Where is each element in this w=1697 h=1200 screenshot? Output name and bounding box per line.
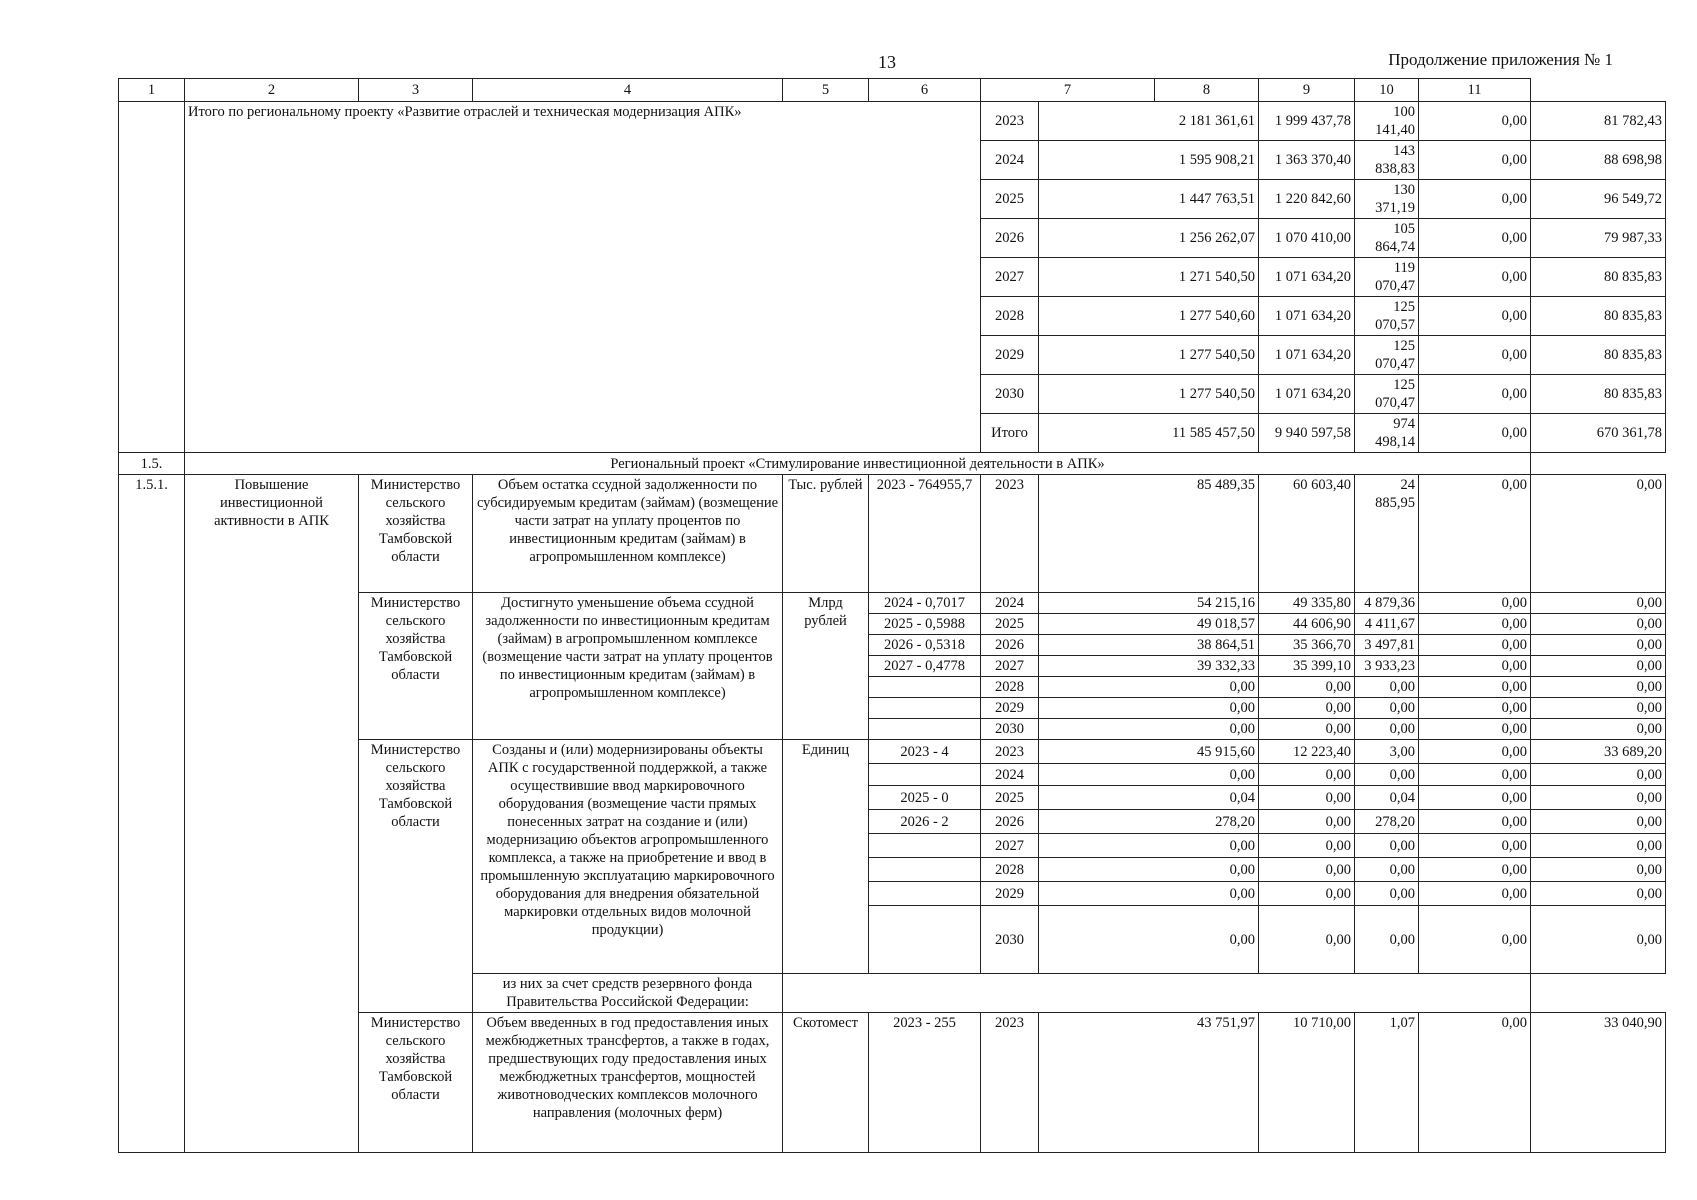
value-cell: 35 366,70 — [1259, 635, 1355, 656]
value-cell: 0,00 — [1039, 764, 1259, 786]
value-cell: 100 141,40 — [1355, 102, 1419, 141]
year-cell: 2029 — [981, 882, 1039, 906]
value-cell: 0,00 — [1355, 698, 1419, 719]
value-cell: 2 181 361,61 — [1039, 102, 1259, 141]
header-cell: 7 — [981, 79, 1155, 102]
value-cell: 0,00 — [1531, 882, 1666, 906]
value-cell: 81 782,43 — [1531, 102, 1666, 141]
ministry-cell: Министерство сельского хозяйства Тамбовской области — [359, 593, 473, 740]
year-cell: 2026 — [981, 635, 1039, 656]
value-cell: 0,00 — [1419, 414, 1531, 453]
value-cell: 49 018,57 — [1039, 614, 1259, 635]
section-number: 1.5. — [119, 453, 185, 475]
value-cell: 88 698,98 — [1531, 141, 1666, 180]
year-cell: 2024 — [981, 593, 1039, 614]
value-cell: 0,00 — [1355, 906, 1419, 974]
target-cell — [869, 834, 981, 858]
value-cell: 0,00 — [1039, 677, 1259, 698]
value-cell: 0,00 — [1419, 764, 1531, 786]
indicator-cell: Созданы и (или) модернизированы объекты АПК с государственной поддержкой, а также осуществившие ввод маркировочного оборудования (возмещение части прямых понесенных затрат на создание и (или) модернизацию объектов агропромышленного комплекса, а также на приобретение и ввод в промышленную эксплуатацию маркировочного оборудования для внедрения обязательной маркировки отдельных видов молочной продукции) — [473, 740, 783, 974]
year-cell: 2029 — [981, 698, 1039, 719]
year-cell: 2023 — [981, 740, 1039, 764]
target-cell — [869, 858, 981, 882]
year-cell: 2023 — [981, 102, 1039, 141]
value-cell: 0,00 — [1355, 677, 1419, 698]
unit-cell: Единиц — [783, 740, 869, 974]
year-cell: 2026 — [981, 219, 1039, 258]
value-cell: 38 864,51 — [1039, 635, 1259, 656]
value-cell: 35 399,10 — [1259, 656, 1355, 677]
value-cell: 10 710,00 — [1259, 1013, 1355, 1153]
value-cell: 11 585 457,50 — [1039, 414, 1259, 453]
value-cell: 0,00 — [1419, 336, 1531, 375]
value-cell: 0,00 — [1419, 219, 1531, 258]
value-cell: 0,00 — [1259, 677, 1355, 698]
target-cell — [869, 882, 981, 906]
value-cell: 0,00 — [1419, 180, 1531, 219]
value-cell: 0,00 — [1419, 1013, 1531, 1153]
header-cell: 4 — [473, 79, 783, 102]
value-cell: 0,00 — [1259, 786, 1355, 810]
value-cell: 0,00 — [1531, 614, 1666, 635]
year-cell: 2028 — [981, 677, 1039, 698]
year-cell: 2030 — [981, 906, 1039, 974]
value-cell: 0,00 — [1531, 677, 1666, 698]
value-cell: 33 689,20 — [1531, 740, 1666, 764]
blank-cell — [783, 974, 1531, 1013]
value-cell: 0,00 — [1419, 677, 1531, 698]
value-cell: 4 879,36 — [1355, 593, 1419, 614]
year-cell: 2028 — [981, 297, 1039, 336]
value-cell: 0,00 — [1419, 614, 1531, 635]
target-cell: 2025 - 0,5988 — [869, 614, 981, 635]
value-cell: 105 864,74 — [1355, 219, 1419, 258]
item-name: Повышение инвестиционной активности в АПК — [185, 475, 359, 1153]
year-cell: Итого — [981, 414, 1039, 453]
value-cell: 3 933,23 — [1355, 656, 1419, 677]
value-cell: 0,00 — [1419, 834, 1531, 858]
target-cell: 2023 - 764955,7 — [869, 475, 981, 593]
ministry-cell: Министерство сельского хозяйства Тамбовской области — [359, 740, 473, 1013]
value-cell: 1 070 410,00 — [1259, 219, 1355, 258]
value-cell: 0,00 — [1419, 475, 1531, 593]
value-cell: 0,00 — [1039, 906, 1259, 974]
header-cell: 1 — [119, 79, 185, 102]
value-cell: 96 549,72 — [1531, 180, 1666, 219]
year-cell: 2030 — [981, 719, 1039, 740]
year-cell: 2025 — [981, 614, 1039, 635]
year-cell: 2023 — [981, 1013, 1039, 1153]
value-cell: 0,00 — [1531, 635, 1666, 656]
value-cell: 0,00 — [1531, 475, 1666, 593]
value-cell: 3,00 — [1355, 740, 1419, 764]
value-cell: 9 940 597,58 — [1259, 414, 1355, 453]
target-cell — [869, 719, 981, 740]
value-cell: 278,20 — [1355, 810, 1419, 834]
value-cell: 0,00 — [1419, 297, 1531, 336]
target-cell: 2024 - 0,7017 — [869, 593, 981, 614]
value-cell: 79 987,33 — [1531, 219, 1666, 258]
value-cell: 0,04 — [1039, 786, 1259, 810]
value-cell: 1 071 634,20 — [1259, 375, 1355, 414]
value-cell: 0,04 — [1355, 786, 1419, 810]
value-cell: 54 215,16 — [1039, 593, 1259, 614]
value-cell: 1 277 540,50 — [1039, 336, 1259, 375]
year-cell: 2023 — [981, 475, 1039, 593]
value-cell: 974 498,14 — [1355, 414, 1419, 453]
appendix-table — [118, 78, 1666, 1153]
value-cell: 0,00 — [1419, 656, 1531, 677]
value-cell: 0,00 — [1419, 258, 1531, 297]
year-cell: 2029 — [981, 336, 1039, 375]
value-cell: 0,00 — [1355, 858, 1419, 882]
value-cell: 1 277 540,60 — [1039, 297, 1259, 336]
value-cell: 0,00 — [1259, 834, 1355, 858]
value-cell: 0,00 — [1355, 764, 1419, 786]
value-cell: 0,00 — [1419, 698, 1531, 719]
value-cell: 80 835,83 — [1531, 258, 1666, 297]
unit-cell: Скотомест — [783, 1013, 869, 1153]
year-cell: 2027 — [981, 656, 1039, 677]
value-cell: 1,07 — [1355, 1013, 1419, 1153]
value-cell: 0,00 — [1419, 375, 1531, 414]
value-cell: 278,20 — [1039, 810, 1259, 834]
year-cell: 2025 — [981, 786, 1039, 810]
value-cell: 119 070,47 — [1355, 258, 1419, 297]
year-cell: 2027 — [981, 258, 1039, 297]
value-cell: 0,00 — [1419, 740, 1531, 764]
value-cell: 0,00 — [1419, 858, 1531, 882]
value-cell: 0,00 — [1039, 882, 1259, 906]
value-cell: 670 361,78 — [1531, 414, 1666, 453]
value-cell: 1 277 540,50 — [1039, 375, 1259, 414]
value-cell: 0,00 — [1419, 593, 1531, 614]
target-cell — [869, 698, 981, 719]
ministry-cell: Министерство сельского хозяйства Тамбовской области — [359, 1013, 473, 1153]
header-cell: 8 — [1155, 79, 1259, 102]
header-cell: 3 — [359, 79, 473, 102]
value-cell: 1 071 634,20 — [1259, 336, 1355, 375]
value-cell: 1 071 634,20 — [1259, 258, 1355, 297]
value-cell: 80 835,83 — [1531, 297, 1666, 336]
year-cell: 2024 — [981, 764, 1039, 786]
value-cell: 0,00 — [1259, 906, 1355, 974]
value-cell: 0,00 — [1259, 764, 1355, 786]
target-cell: 2027 - 0,4778 — [869, 656, 981, 677]
target-cell: 2025 - 0 — [869, 786, 981, 810]
item-number: 1.5.1. — [119, 475, 185, 1153]
value-cell: 0,00 — [1419, 102, 1531, 141]
value-cell: 0,00 — [1355, 719, 1419, 740]
target-cell: 2026 - 2 — [869, 810, 981, 834]
value-cell: 3 497,81 — [1355, 635, 1419, 656]
value-cell: 0,00 — [1531, 656, 1666, 677]
value-cell: 0,00 — [1039, 698, 1259, 719]
value-cell: 0,00 — [1531, 764, 1666, 786]
reserve-note: из них за счет средств резервного фонда Правительства Российской Федерации: — [473, 974, 783, 1013]
value-cell: 45 915,60 — [1039, 740, 1259, 764]
target-cell: 2023 - 255 — [869, 1013, 981, 1153]
value-cell: 49 335,80 — [1259, 593, 1355, 614]
value-cell: 0,00 — [1531, 593, 1666, 614]
value-cell: 0,00 — [1531, 719, 1666, 740]
value-cell: 1 447 763,51 — [1039, 180, 1259, 219]
value-cell: 0,00 — [1039, 834, 1259, 858]
value-cell: 0,00 — [1419, 786, 1531, 810]
table-row — [119, 475, 1666, 593]
header-cell: 9 — [1259, 79, 1355, 102]
header-cell: 11 — [1419, 79, 1531, 102]
project-total-label: Итого по региональному проекту «Развитие отраслей и техническая модернизация АПК» — [185, 102, 981, 453]
year-cell: 2025 — [981, 180, 1039, 219]
header-row — [119, 79, 1666, 102]
value-cell: 12 223,40 — [1259, 740, 1355, 764]
value-cell: 44 606,90 — [1259, 614, 1355, 635]
target-cell — [869, 906, 981, 974]
target-cell: 2023 - 4 — [869, 740, 981, 764]
value-cell: 33 040,90 — [1531, 1013, 1666, 1153]
value-cell: 80 835,83 — [1531, 375, 1666, 414]
year-cell: 2026 — [981, 810, 1039, 834]
value-cell: 43 751,97 — [1039, 1013, 1259, 1153]
section-title: Региональный проект «Стимулирование инвестиционной деятельности в АПК» — [185, 453, 1531, 475]
unit-cell: Млрд рублей — [783, 593, 869, 740]
value-cell: 0,00 — [1259, 810, 1355, 834]
value-cell: 39 332,33 — [1039, 656, 1259, 677]
target-cell — [869, 677, 981, 698]
target-cell: 2026 - 0,5318 — [869, 635, 981, 656]
value-cell: 60 603,40 — [1259, 475, 1355, 593]
header-cell: 2 — [185, 79, 359, 102]
value-cell: 0,00 — [1531, 858, 1666, 882]
header-cell: 5 — [783, 79, 869, 102]
table-row — [119, 453, 1666, 475]
value-cell: 0,00 — [1531, 906, 1666, 974]
value-cell: 0,00 — [1259, 698, 1355, 719]
value-cell: 1 271 540,50 — [1039, 258, 1259, 297]
indicator-cell: Объем остатка ссудной задолженности по субсидируемым кредитам (займам) (возмещение части затрат на уплату процентов по инвестиционным кредитам (займам) в агропромышленном комплексе) — [473, 475, 783, 593]
value-cell: 0,00 — [1259, 858, 1355, 882]
value-cell: 0,00 — [1419, 719, 1531, 740]
blank-cell — [119, 102, 185, 453]
value-cell: 0,00 — [1259, 882, 1355, 906]
value-cell: 0,00 — [1419, 635, 1531, 656]
value-cell: 0,00 — [1531, 698, 1666, 719]
value-cell: 125 070,47 — [1355, 375, 1419, 414]
year-cell: 2030 — [981, 375, 1039, 414]
header-cell: 10 — [1355, 79, 1419, 102]
value-cell: 24 885,95 — [1355, 475, 1419, 593]
value-cell: 125 070,47 — [1355, 336, 1419, 375]
year-cell: 2028 — [981, 858, 1039, 882]
year-cell: 2024 — [981, 141, 1039, 180]
table-row — [119, 102, 1666, 141]
continuation-label: Продолжение приложения № 1 — [1388, 50, 1613, 69]
value-cell: 1 220 842,60 — [1259, 180, 1355, 219]
value-cell: 1 256 262,07 — [1039, 219, 1259, 258]
value-cell: 1 071 634,20 — [1259, 297, 1355, 336]
value-cell: 0,00 — [1531, 834, 1666, 858]
value-cell: 85 489,35 — [1039, 475, 1259, 593]
value-cell: 0,00 — [1419, 141, 1531, 180]
value-cell: 1 595 908,21 — [1039, 141, 1259, 180]
value-cell: 80 835,83 — [1531, 336, 1666, 375]
indicator-cell: Объем введенных в год предоставления иных межбюджетных трансфертов, а также в годах, предшествующих году предоставления иных межбюджетных трансфертов, мощностей животноводческих комплексов молочного направления (молочных ферм) — [473, 1013, 783, 1153]
value-cell: 0,00 — [1419, 810, 1531, 834]
value-cell: 0,00 — [1419, 882, 1531, 906]
value-cell: 0,00 — [1531, 786, 1666, 810]
value-cell: 125 070,57 — [1355, 297, 1419, 336]
page-number: 13 — [878, 52, 896, 72]
value-cell: 1 363 370,40 — [1259, 141, 1355, 180]
value-cell: 0,00 — [1039, 719, 1259, 740]
value-cell: 0,00 — [1355, 834, 1419, 858]
header-cell: 6 — [869, 79, 981, 102]
value-cell: 0,00 — [1039, 858, 1259, 882]
value-cell: 0,00 — [1419, 906, 1531, 974]
value-cell: 0,00 — [1531, 810, 1666, 834]
target-cell — [869, 764, 981, 786]
unit-cell: Тыс. рублей — [783, 475, 869, 593]
value-cell: 0,00 — [1355, 882, 1419, 906]
value-cell: 4 411,67 — [1355, 614, 1419, 635]
year-cell: 2027 — [981, 834, 1039, 858]
value-cell: 0,00 — [1259, 719, 1355, 740]
value-cell: 130 371,19 — [1355, 180, 1419, 219]
value-cell: 143 838,83 — [1355, 141, 1419, 180]
indicator-cell: Достигнуто уменьшение объема ссудной задолженности по инвестиционным кредитам (займам) в агропромышленном комплексе (возмещение части затрат на уплату процентов по инвестиционным кредитам (займам) в агропромышленном комплексе) — [473, 593, 783, 740]
ministry-cell: Министерство сельского хозяйства Тамбовской области — [359, 475, 473, 593]
value-cell: 1 999 437,78 — [1259, 102, 1355, 141]
